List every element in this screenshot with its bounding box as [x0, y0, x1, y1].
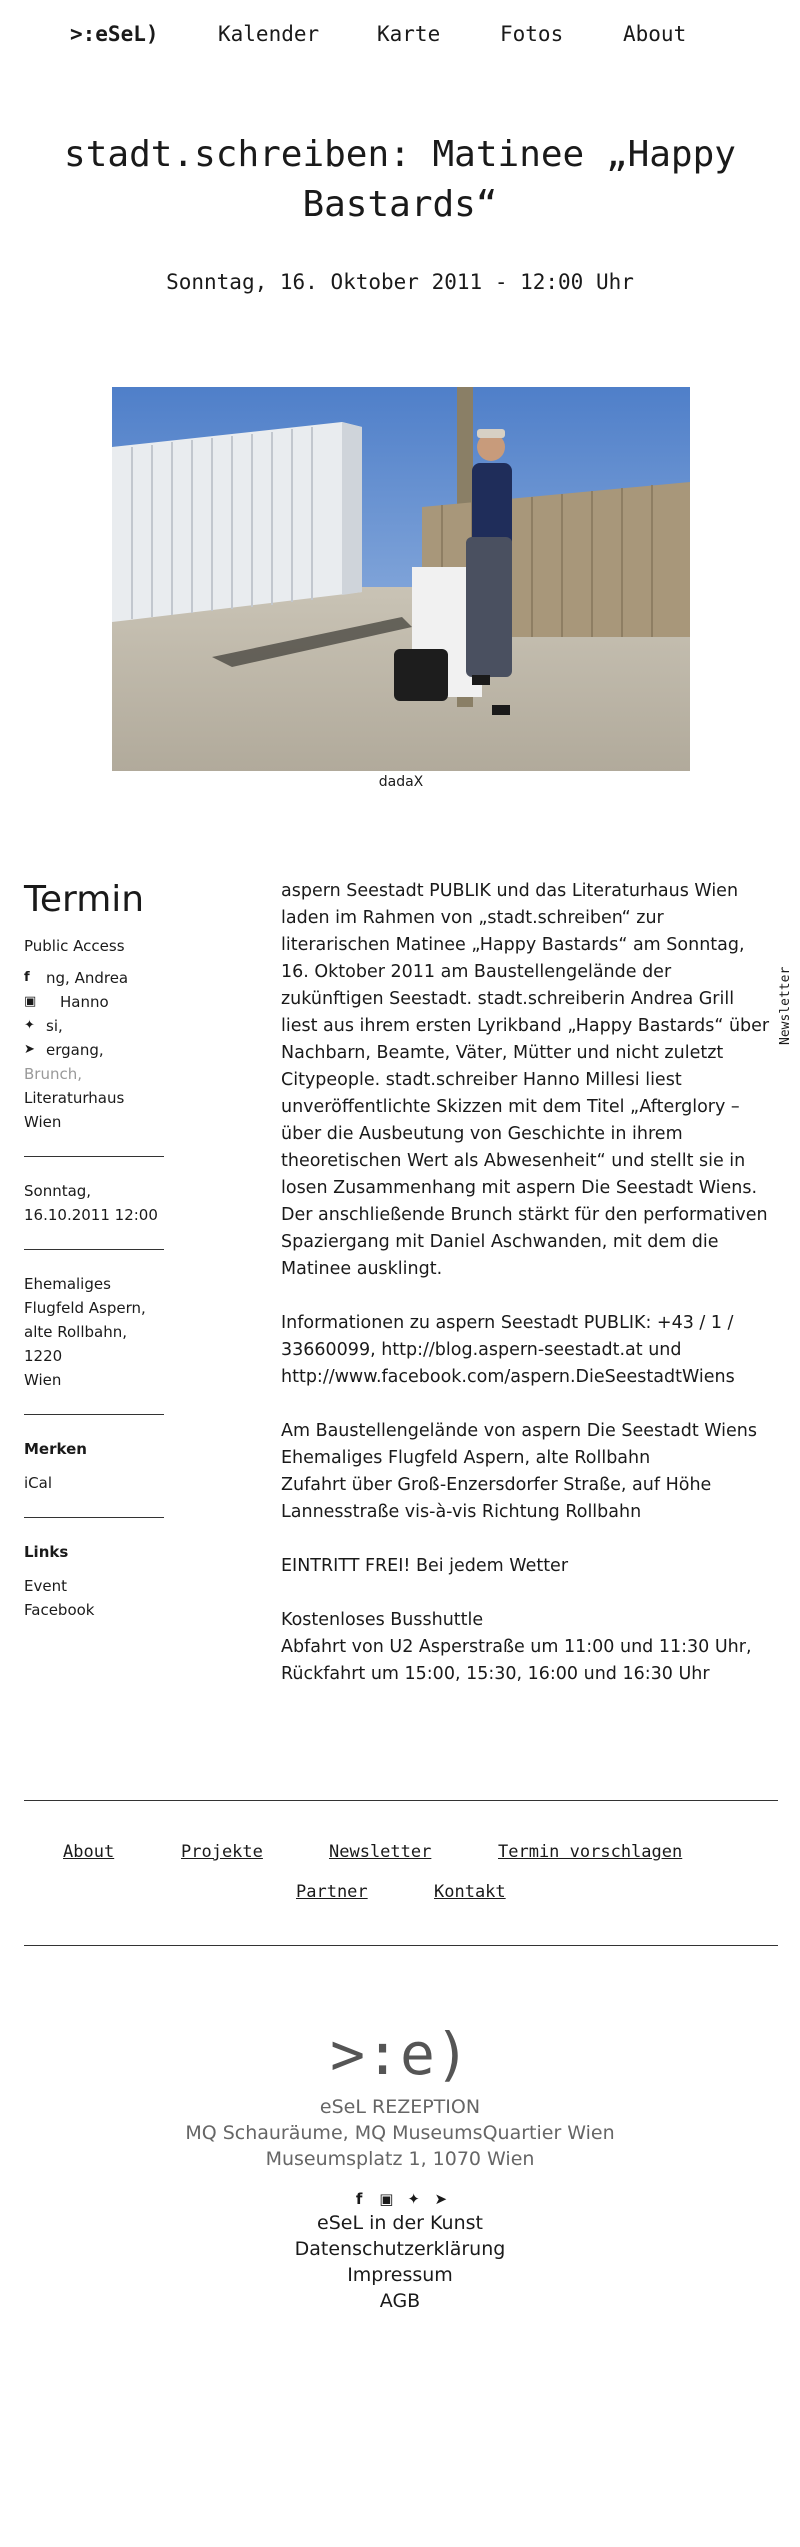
tag-link[interactable]: ergang,: [46, 1041, 104, 1059]
nav-item-fotos[interactable]: Fotos: [500, 22, 564, 46]
divider: [24, 1249, 164, 1250]
location-paragraph: Am Baustellengelände von aspern Die Seestadt Wiens Ehemaliges Flugfeld Aspern, alte Rollbahn Zufahrt über Groß-Enzersdorfer Straße, auf Höhe Lannesstraße vis-à-vis Richtung Rollbahn: [281, 1421, 757, 1522]
tag-link[interactable]: ng, Andrea: [46, 969, 129, 987]
ical-link[interactable]: iCal: [24, 1474, 53, 1492]
sidebar-heading: Termin: [24, 879, 145, 920]
event-description: [281, 878, 771, 1715]
event-location: Ehemaliges Flugfeld Aspern, alte Rollbahn, 1220 Wien: [24, 1275, 146, 1389]
reception-address: Museumsplatz 1, 1070 Wien: [265, 2148, 535, 2170]
footer-link-newsletter[interactable]: Newsletter: [329, 1842, 432, 1862]
description-paragraph: aspern Seestadt PUBLIK und das Literaturhaus Wien laden im Rahmen von „stadt.schreiben“ zur literarischen Matinee „Happy Bastards“ am Sonntag, 16. Oktober 2011 am Baustellengelände der zukünftigen Seestadt. stadt.schreiberin Andrea Grill liest aus ihrem ersten Lyrikband „Happy Bastards“ über Nachbarn, Beamte, Väter, Mütter und nicht zuletzt Citypeople. stadt.schreiber Hanno Millesi liest unveröffentlichte Skizzen mit dem Titel „Afterglory – über die Ausbeutung von Geschichte in ihrem theoretischen Wert als Abwesenheit“ und stellt sie in losen Zusammenhang mit aspern Die Seestadt Wiens. Der anschließende Brunch stärkt für den performativen Spaziergang mit Daniel Aschwanden, mit dem die Matinee ausklingt.: [281, 881, 770, 1279]
merken-heading: Merken: [24, 1440, 87, 1458]
footer-link-datenschutz[interactable]: Datenschutzerklärung: [294, 2238, 506, 2260]
contact-paragraph: Informationen zu aspern Seestadt PUBLIK: +43 / 1 / 33660099, http://blog.aspern-seestadt.at und http://www.facebook.com/aspern.DieSeestadtWiens: [281, 1313, 735, 1387]
twitter-icon[interactable]: ✦: [407, 2190, 420, 2208]
divider: [24, 1517, 164, 1518]
access-label: Public Access: [24, 937, 125, 955]
event-datetime: Sonntag, 16.10.2011 12:00: [24, 1182, 158, 1224]
instagram-icon[interactable]: ▣: [24, 994, 37, 1009]
reception-name: eSeL REZEPTION: [319, 2096, 481, 2118]
footer-link-termin-vorschlagen[interactable]: Termin vorschlagen: [498, 1842, 683, 1862]
nav-item-about[interactable]: About: [623, 22, 687, 46]
shuttle-paragraph: Kostenloses Busshuttle Abfahrt von U2 Asperstraße um 11:00 und 11:30 Uhr, Rückfahrt um 15:00, 15:30, 16:00 und 16:30 Uhr: [281, 1610, 752, 1684]
nav-item-kalender[interactable]: Kalender: [218, 22, 320, 46]
facebook-icon[interactable]: f: [24, 970, 30, 985]
instagram-icon[interactable]: ▣: [379, 2190, 394, 2208]
tag-list: [24, 966, 164, 1134]
nav-item-karte[interactable]: Karte: [377, 22, 441, 46]
divider: [24, 1156, 164, 1157]
footer-divider-top: [24, 1800, 778, 1801]
tag-link[interactable]: Wien: [24, 1113, 62, 1131]
entry-paragraph: EINTRITT FREI! Bei jedem Wetter: [281, 1556, 569, 1576]
telegram-icon[interactable]: ➤: [24, 1042, 35, 1057]
footer-link-impressum[interactable]: Impressum: [347, 2264, 453, 2286]
footer-social-icons: [0, 2190, 800, 2208]
share-icons: [24, 966, 44, 1062]
top-nav: [0, 22, 800, 52]
tag-link[interactable]: Hanno: [60, 993, 109, 1011]
tag-link[interactable]: Brunch,: [24, 1065, 82, 1083]
footer-link-projekte[interactable]: Projekte: [181, 1842, 263, 1862]
footer-link-partner[interactable]: Partner: [296, 1882, 368, 1902]
facebook-icon[interactable]: f: [355, 2190, 363, 2208]
footer-link-esel-kunst[interactable]: eSeL in der Kunst: [317, 2212, 483, 2234]
footer-link-kontakt[interactable]: Kontakt: [434, 1882, 506, 1902]
event-image: [112, 387, 690, 771]
divider: [24, 1414, 164, 1415]
facebook-link[interactable]: Facebook: [24, 1601, 95, 1619]
tag-link[interactable]: si,: [46, 1017, 63, 1035]
tag-link[interactable]: Literaturhaus: [24, 1089, 125, 1107]
links-heading: Links: [24, 1543, 69, 1561]
event-title: stadt.schreiben: Matinee „Happy Bastards“: [64, 134, 736, 225]
telegram-icon[interactable]: ➤: [434, 2190, 448, 2208]
twitter-icon[interactable]: ✦: [24, 1018, 35, 1033]
newsletter-tab[interactable]: [778, 966, 800, 1065]
footer-link-agb[interactable]: AGB: [379, 2290, 421, 2312]
reception-logo: >:e): [330, 2020, 470, 2088]
footer-link-about[interactable]: About: [63, 1842, 115, 1862]
event-link[interactable]: Event: [24, 1577, 67, 1595]
event-sidebar: [24, 878, 164, 1622]
reception-venue: MQ Schauräume, MQ MuseumsQuartier Wien: [185, 2122, 615, 2144]
event-date: Sonntag, 16. Oktober 2011 - 12:00 Uhr: [166, 270, 634, 294]
image-caption: dadaX: [378, 774, 424, 790]
newsletter-tab-label: Newsletter: [778, 966, 793, 1045]
footer-divider-bottom: [24, 1945, 778, 1946]
site-logo[interactable]: >:eSeL): [70, 22, 159, 46]
